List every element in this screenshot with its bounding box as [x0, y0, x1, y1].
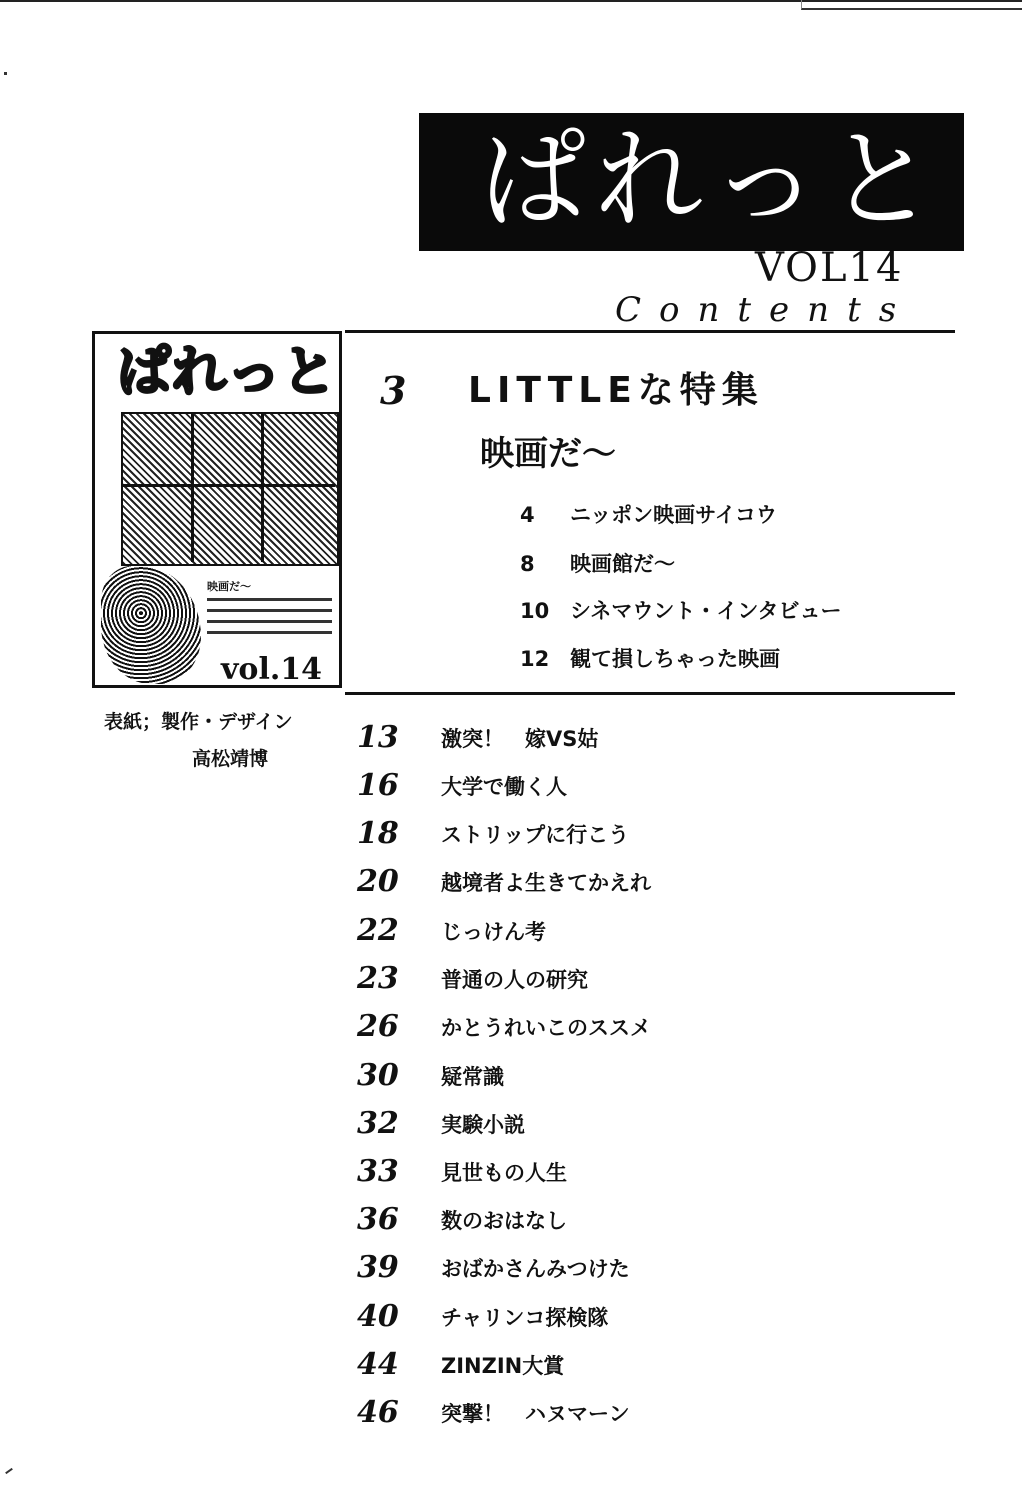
toc-page-number: 23	[357, 961, 399, 996]
feature-item-page: 8	[520, 552, 535, 576]
feature-item[interactable]	[520, 643, 780, 673]
feature-item-page: 10	[520, 599, 550, 623]
feature-item-page: 12	[520, 647, 550, 671]
toc-entry[interactable]	[357, 1347, 564, 1382]
divider-middle	[345, 692, 955, 695]
toc-title: 突撃！ ハヌマーン	[441, 1401, 630, 1426]
toc-entry[interactable]	[357, 1250, 630, 1285]
toc-page-number: 16	[357, 768, 399, 803]
toc-entry[interactable]	[357, 913, 546, 948]
cover-credit-role: 表紙；製作・デザイン	[104, 711, 293, 733]
cover-volume: vol.14	[221, 652, 323, 687]
volume-label: VOL14	[755, 245, 904, 291]
toc-entry[interactable]	[357, 864, 651, 899]
feature-item-title: 観て損しちゃった映画	[570, 647, 780, 671]
toc-entry[interactable]	[357, 1106, 525, 1141]
toc-title: 実験小説	[441, 1112, 525, 1137]
cover-thumbnail	[92, 331, 342, 688]
masthead-title: ぱれっと	[479, 118, 944, 243]
toc-page-number: 46	[357, 1395, 399, 1430]
toc-title: じっけん考	[441, 919, 546, 944]
toc-page-number: 20	[357, 864, 399, 899]
scan-speck	[4, 72, 7, 75]
feature-title: LITTLEな特集	[468, 370, 764, 411]
cover-text-lines	[207, 598, 332, 642]
toc-entry[interactable]	[357, 768, 567, 803]
toc-title: 越境者よ生きてかえれ	[441, 870, 651, 895]
feature-item-title: 映画館だ〜	[570, 552, 675, 576]
toc-page-number: 32	[357, 1106, 399, 1141]
feature-item-title: ニッポン映画サイコウ	[570, 503, 777, 527]
toc-page-number: 22	[357, 913, 399, 948]
toc-title: 激突！ 嫁VS姑	[441, 726, 599, 751]
cover-illustration-grid	[121, 412, 335, 562]
toc-entry[interactable]	[357, 1058, 504, 1093]
toc-title: ストリップに行こう	[441, 822, 630, 847]
toc-title: 見世もの人生	[441, 1160, 567, 1185]
toc-page-number: 26	[357, 1009, 399, 1044]
toc-entry[interactable]	[357, 1154, 567, 1189]
feature-item-page: 4	[520, 503, 535, 527]
cover-credit-name: 高松靖博	[192, 748, 269, 770]
toc-title: 疑常識	[441, 1064, 504, 1089]
toc-title: おばかさんみつけた	[441, 1256, 630, 1281]
feature-item[interactable]	[520, 548, 675, 578]
toc-page-number: 13	[357, 720, 399, 755]
contents-label: Contents	[615, 290, 915, 330]
toc-entry[interactable]	[357, 1009, 651, 1044]
masthead-box	[419, 113, 964, 251]
feature-subtitle: 映画だ〜	[480, 434, 616, 474]
toc-title: 普通の人の研究	[441, 967, 588, 992]
feature-item[interactable]	[520, 595, 842, 625]
toc-page-number: 33	[357, 1154, 399, 1189]
toc-title: ZINZIN大賞	[441, 1353, 565, 1378]
divider-top	[345, 330, 955, 333]
toc-title: 大学で働く人	[441, 774, 567, 799]
toc-page-number: 39	[357, 1250, 399, 1285]
toc-page-number: 18	[357, 816, 399, 851]
scan-speck	[5, 1468, 13, 1474]
toc-title: かとうれいこのススメ	[441, 1015, 651, 1040]
toc-entry[interactable]	[357, 720, 598, 755]
cover-title: ぱれっと	[117, 340, 337, 403]
toc-entry[interactable]	[357, 816, 629, 851]
toc-page-number: 36	[357, 1202, 399, 1237]
cover-figure-illustration	[101, 566, 201, 684]
corner-mark	[801, 0, 1022, 10]
toc-title: チャリンコ探検隊	[441, 1305, 609, 1330]
toc-entry[interactable]	[357, 1202, 567, 1237]
toc-entry[interactable]	[357, 1395, 630, 1430]
toc-page-number: 40	[357, 1299, 399, 1334]
toc-page-number: 30	[357, 1058, 399, 1093]
feature-item-title: シネマウント・インタビュー	[570, 599, 842, 623]
toc-title: 数のおはなし	[441, 1208, 567, 1233]
toc-page-number: 44	[357, 1347, 399, 1382]
toc-entry[interactable]	[357, 961, 588, 996]
feature-item[interactable]	[520, 499, 777, 529]
toc-entry[interactable]	[357, 1299, 608, 1334]
feature-page-number: 3	[380, 368, 407, 413]
cover-subtitle: 映画だ〜	[207, 580, 251, 593]
